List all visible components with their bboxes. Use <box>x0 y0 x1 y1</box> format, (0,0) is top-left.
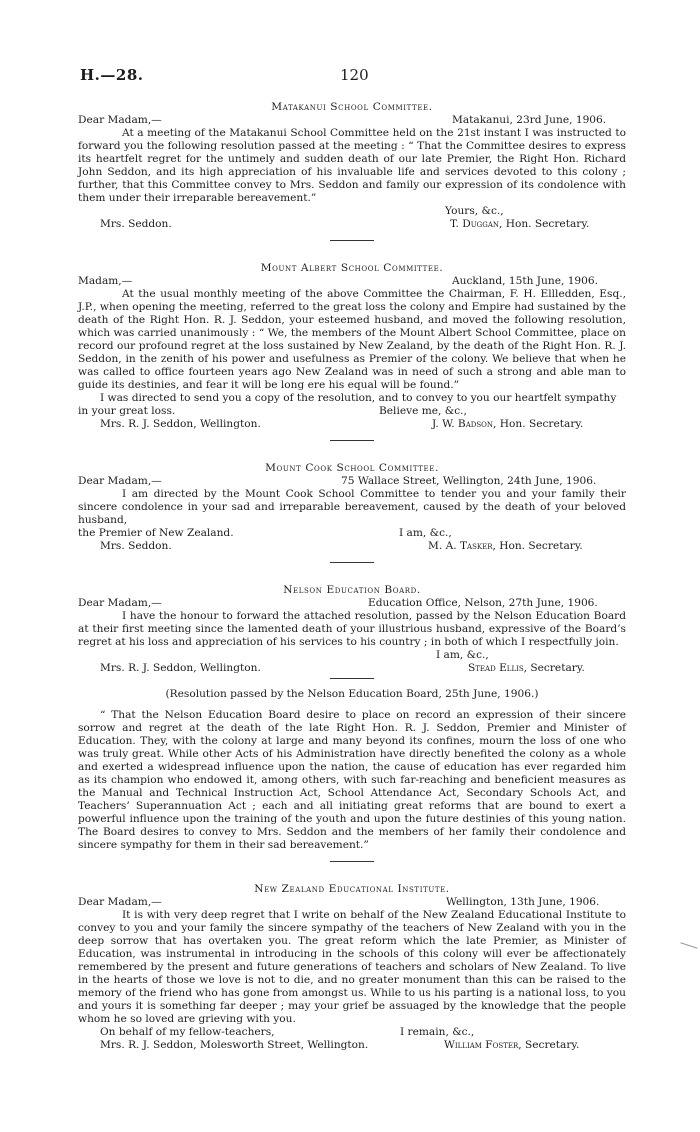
signer-name: J. W. Badson <box>432 418 494 430</box>
letter-matakanui <box>78 101 626 241</box>
letter-nzei <box>78 883 626 1052</box>
signature <box>428 540 583 553</box>
letter-body: I was directed to send you a copy of the resolution, and to convey to you our heartfelt sympathy <box>100 392 617 404</box>
document-reference: H.—28. <box>80 66 144 84</box>
letter-body: At a meeting of the Matakanui School Committee held on the 21st instant I was instructed to forward you the following resolution passed at the meeting : “ That the Committee desires to express its heartfelt regret for the untimely and sudden death of our late Premier, the Right Hon. Richard John Seddon, and its high appreciation of his invaluable life and services devoted to this colony ; further, that this Committee convey to Mrs. Seddon and family our expression of its condolence with them under their irreparable bereavement.” <box>78 127 626 204</box>
letter-body: I have the honour to forward the attached resolution, passed by the Nelson Education Board at their first meeting since the lamented death of your illustrious husband, expressive of the Board’s regret at his loss and appreciation of his services to his country ; in both of which I respectfully join. <box>78 610 626 648</box>
dateline: 75 Wallace Street, Wellington, 24th June, 1906. <box>341 475 597 487</box>
signer-title: , Secretary. <box>523 662 585 674</box>
closing-fragment: in your great loss. <box>78 405 176 417</box>
section-divider <box>330 678 374 679</box>
resolution-body: “ That the Nelson Education Board desire to place on record an expression of their sincere sorrow and regret at the death of the late Right Hon. R. J. Seddon, Premier and Minister of Education. They, with the colony at large and many beyond its confines, mourn the loss of one who was truly great. While other Acts of his Administration have directly benefited the colony as a whole and exerted a widespread influence upon the nation, the cause of education has ever regarded him as its champion who endowed it, among others, with such far-reaching and beneficient measures as the Manual and Technical Instruction Act, School Attendance Act, Secondary Schools Act, and Teachers’ Superannuation Act ; each and all initiating great reforms that are bound to exert a powerful influence upon the training of the youth and upon the future destinies of this young nation. The Board desires to convey to Mrs. Seddon and the members of her family their condolence and sincere sympathy for them in their sad bereavement.” <box>78 709 626 851</box>
letter-nelson <box>78 584 626 862</box>
salutation: Dear Madam,— <box>78 597 162 609</box>
letter-body: It is with very deep regret that I write on behalf of the New Zealand Educational Institute to convey to you and your family the sincere sympathy of the teachers of New Zealand with you in the deep sorrow that has overtaken you. The great reform which the late Premier, as Minister of Education, was instrumental in introducing in the schools of this colony will ever be affectionately remembered by the present and future generations of teachers and scholars of New Zealand. To live in the hearts of those we love is not to die, and no greater monument than this can be raised to the memory of the friend who has gone from amongst us. While to us his parting is a national loss, to you and yours it is something far deeper ; may your grief be assuaged by the knowledge that the people whom he so loved are grieving with you. <box>78 909 626 1025</box>
dateline: Auckland, 15th June, 1906. <box>452 275 599 287</box>
page-number: 120 <box>340 66 369 84</box>
signer-name: M. A. Tasker <box>428 540 493 552</box>
salutation: Dear Madam,— <box>78 475 162 487</box>
addressee: Mrs. R. J. Seddon, Wellington. <box>100 662 261 674</box>
complimentary-close: Yours, &c., <box>445 205 504 217</box>
section-divider <box>330 861 374 862</box>
signer-title: , Hon. Secretary. <box>492 540 583 552</box>
letter-title: Mount Albert School Committee. <box>260 262 444 274</box>
letter-body: I am directed by the Mount Cook School Committee to tender you and your family their sincere condolence in your sad and irreparable bereavement, caused by the death of your beloved husband, <box>78 488 626 526</box>
complimentary-close: I remain, &c., <box>400 1026 475 1038</box>
signer-title: , Secretary. <box>518 1039 580 1051</box>
letter-body: At the usual monthly meeting of the above Committee the Chairman, F. H. Ellledden, Esq., J.P., when opening the meeting, referred to the great loss the colony and Empire had sustained by the death of the Right Hon. R. J. Seddon, your esteemed husband, and moved the following resolution, which was carried unanimously : “ We, the members of the Mount Albert School Committee, place on record our profound regret at the loss sustained by New Zealand, by the death of the Right Hon. R. J. Seddon, in the zenith of his power and usefulness as Premier of the colony. We believe that when he was called to office fourteen years ago New Zealand was in need of such a strong and able man to guide its destinies, and fear it will be long ere his equal will be found.” <box>78 288 626 391</box>
addressee: Mrs. Seddon. <box>100 540 172 552</box>
closing-fragment: the Premier of New Zealand. <box>78 527 234 539</box>
addressee: Mrs. R. J. Seddon, Molesworth Street, Wellington. <box>100 1039 369 1051</box>
letter-title: Nelson Education Board. <box>283 584 421 596</box>
signature <box>432 418 583 431</box>
dateline: Matakanui, 23rd June, 1906. <box>452 114 607 126</box>
letter-title: Matakanui School Committee. <box>271 101 433 113</box>
addressee: Mrs. Seddon. <box>100 218 172 230</box>
letter-mount-albert <box>78 262 626 441</box>
signature <box>450 218 589 231</box>
letter-title: Mount Cook School Committee. <box>265 462 439 474</box>
salutation: Dear Madam,— <box>78 896 162 908</box>
complimentary-close: I am, &c., <box>399 527 452 539</box>
addressee: Mrs. R. J. Seddon, Wellington. <box>100 418 261 430</box>
signature <box>444 1039 579 1052</box>
margin-mark <box>680 942 697 949</box>
signature <box>468 662 585 675</box>
letter-mount-cook <box>78 462 626 563</box>
closing-fragment: On behalf of my fellow-teachers, <box>100 1026 275 1038</box>
signer-name: William Foster <box>444 1039 519 1051</box>
complimentary-close: I am, &c., <box>436 649 489 661</box>
dateline: Education Office, Nelson, 27th June, 1906. <box>368 597 598 609</box>
section-divider <box>330 562 374 563</box>
section-divider <box>330 440 374 441</box>
signer-name: T. Duggan <box>450 218 499 230</box>
signer-title: , Hon. Secretary. <box>493 418 584 430</box>
signer-title: , Hon. Secretary. <box>499 218 590 230</box>
salutation: Dear Madam,— <box>78 114 162 126</box>
section-divider <box>330 240 374 241</box>
letter-title: New Zealand Educational Institute. <box>254 883 450 895</box>
signer-name: Stead Ellis <box>468 662 524 674</box>
dateline: Wellington, 13th June, 1906. <box>446 896 600 908</box>
complimentary-close: Believe me, &c., <box>379 405 467 417</box>
page-content <box>78 101 626 1052</box>
resolution-heading: (Resolution passed by the Nelson Education Board, 25th June, 1906.) <box>165 688 539 700</box>
salutation: Madam,— <box>78 275 133 287</box>
